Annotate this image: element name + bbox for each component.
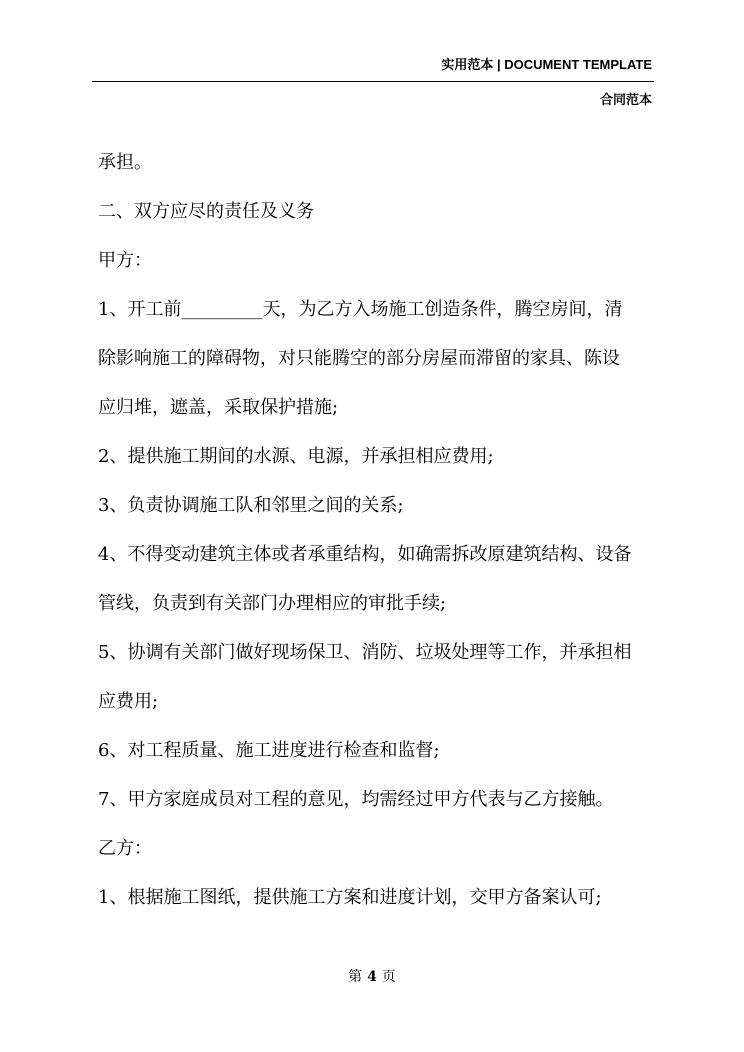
body-line: 应归堆，遮盖，采取保护措施; [98, 397, 339, 418]
header-divider [92, 81, 654, 82]
section-heading: 二、双方应尽的责任及义务 [98, 201, 314, 222]
body-line: 4、不得变动建筑主体或者承重结构，如确需拆改原建筑结构、设备 [98, 544, 632, 565]
document-body [98, 138, 658, 922]
body-line: 6、对工程质量、施工进度进行检查和监督; [98, 740, 440, 761]
body-line: 1、根据施工图纸，提供施工方案和进度计划，交甲方备案认可; [98, 887, 602, 908]
body-line: 3、负责协调施工队和邻里之间的关系; [98, 495, 404, 516]
body-line: 1、开工前_________天，为乙方入场施工创造条件，腾空房间，清 [98, 299, 623, 320]
party-a-heading: 甲方： [98, 250, 152, 271]
header-title: 实用范本 | DOCUMENT TEMPLATE [441, 57, 652, 72]
header-subtitle: 合同范本 [599, 92, 652, 107]
party-b-heading: 乙方： [98, 838, 152, 859]
body-line: 应费用; [98, 691, 159, 712]
body-line: 承担。 [98, 152, 152, 173]
body-line: 管线，负责到有关部门办理相应的审批手续; [98, 593, 447, 614]
body-line: 除影响施工的障碍物，对只能腾空的部分房屋而滞留的家具、陈设 [98, 348, 620, 369]
body-line: 2、提供施工期间的水源、电源，并承担相应费用; [98, 446, 494, 467]
page-prefix: 第 [348, 969, 363, 985]
body-line: 5、协调有关部门做好现场保卫、消防、垃圾处理等工作，并承担相 [98, 642, 632, 663]
page-suffix: 页 [381, 969, 396, 985]
page-footer [0, 966, 744, 986]
page-number: 4 [367, 969, 377, 985]
body-line: 7、甲方家庭成员对工程的意见，均需经过甲方代表与乙方接触。 [98, 789, 614, 810]
